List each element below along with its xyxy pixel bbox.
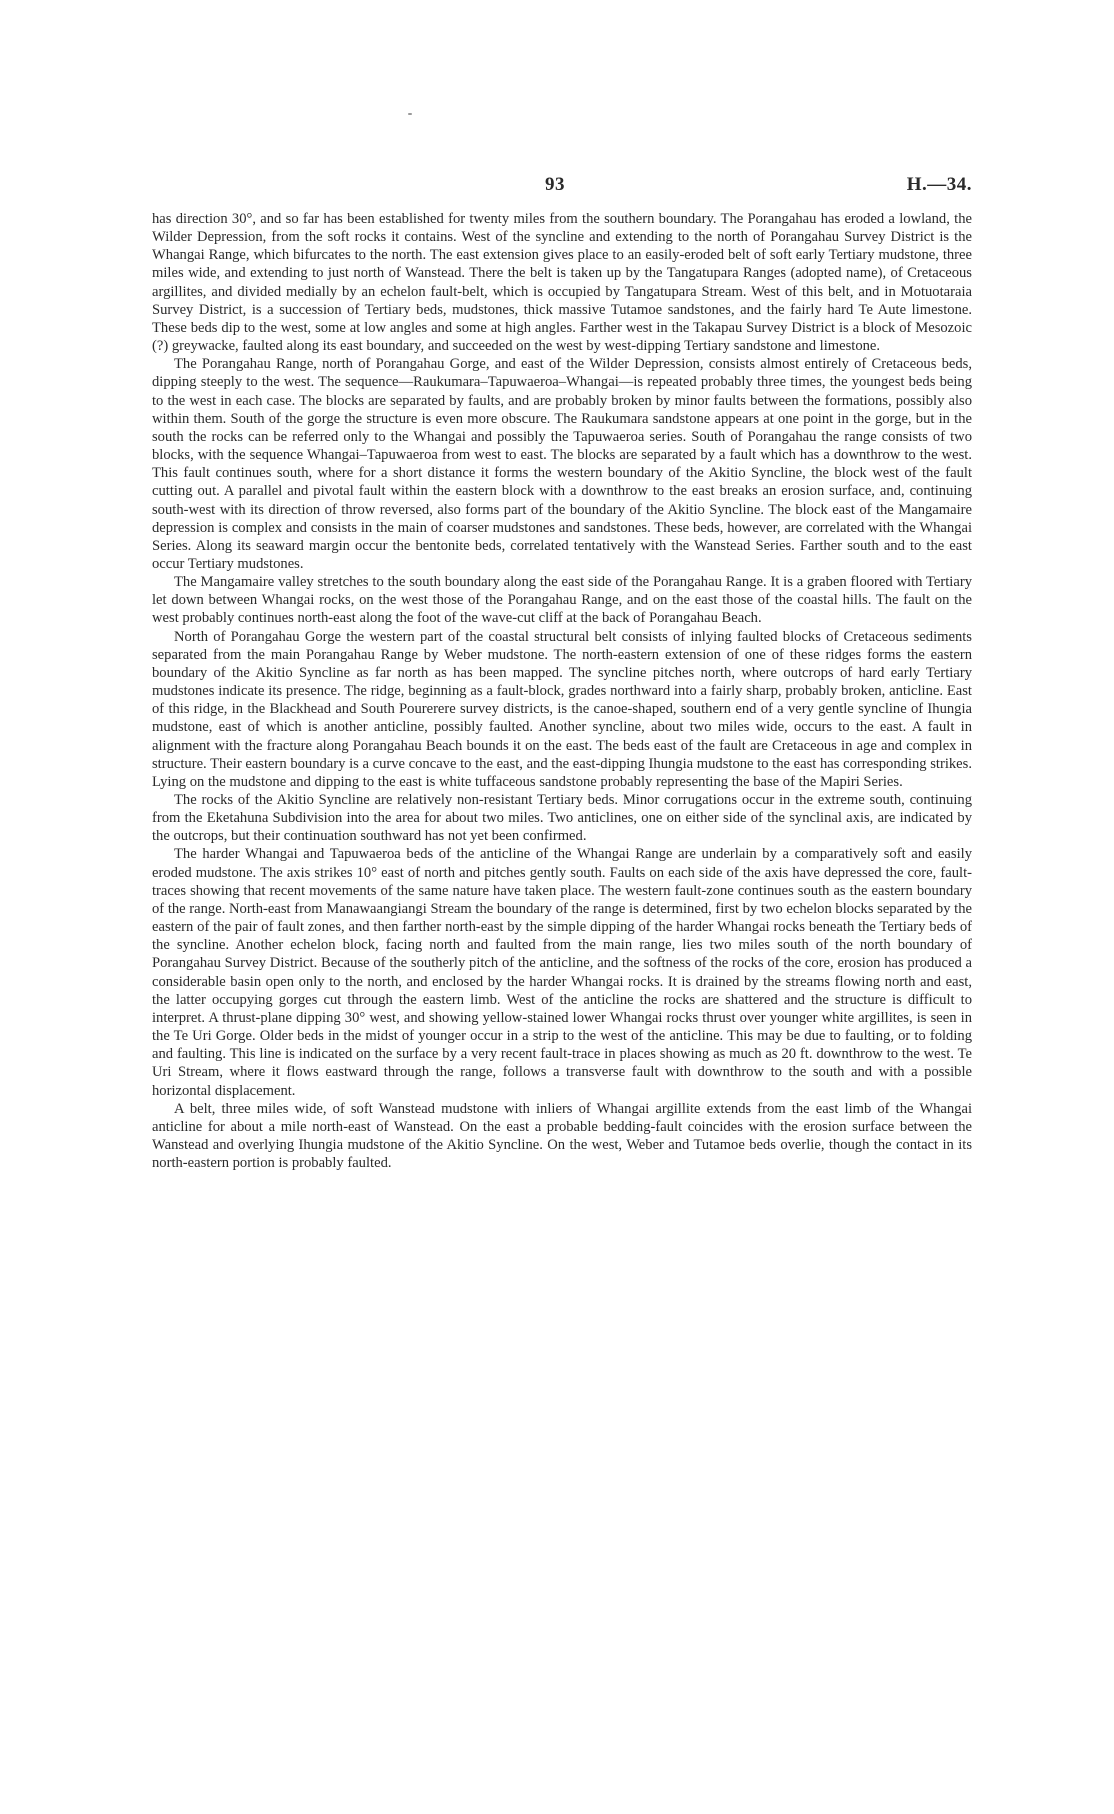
paragraph-1: has direction 30°, and so far has been established for twenty miles from the southern boundary. The Porangahau has eroded a lowland, the Wilder Depression, from the soft rocks it contains. West of the syncline and extending to the north of Porangahau Survey District is the Whangai Range, which bifurcates to the north. The east extension gives place to an easily-eroded belt of soft early Tertiary mudstone, three miles wide, and extending to just north of Wanstead. There the belt is taken up by the Tangatupara Ranges (adopted name), of Cretaceous argillites, and divided medially by an echelon fault-belt, which is occupied by Tangatupara Stream. West of this belt, and in Motuotaraia Survey District, is a succession of Tertiary beds, mudstones, thick massive Tutamoe sandstones, and the fairly hard Te Aute limestone. These beds dip to the west, some at low angles and some at high angles. Farther west in the Takapau Survey District is a block of Mesozoic (?) greywacke, faulted along its east boundary, and succeeded on the west by west-dipping Tertiary sandstone and limestone. [152, 211, 972, 355]
document-reference: H.—34. [906, 174, 972, 195]
paragraph-5: The rocks of the Akitio Syncline are relatively non-resistant Tertiary beds. Minor corrugations occur in the extreme south, continuing from the Eketahuna Subdivision into the area for about two miles. Two anticlines, one on either side of the synclinal axis, are indicated by the outcrops, but their continuation southward has not yet been confirmed. [152, 792, 972, 845]
page-header [152, 174, 972, 198]
paragraph-6: The harder Whangai and Tapuwaeroa beds of the anticline of the Whangai Range are underlain by a comparatively soft and easily eroded mudstone. The axis strikes 10° east of north and pitches gently south. Faults on each side of the axis have depressed the core, fault-traces showing that recent movements of the same nature have taken place. The western fault-zone continues south as the eastern boundary of the range. North-east from Manawaangiangi Stream the boundary of the range is determined, first by two echelon blocks separated by the eastern of the pair of fault zones, and then farther north-east by the simple dipping of the harder Whangai rocks beneath the Tertiary beds of the syncline. Another echelon block, facing north and faulted from the main range, lies two miles south of the north boundary of Porangahau Survey District. Because of the southerly pitch of the anticline, and the softness of the rocks of the core, erosion has produced a considerable basin open only to the north, and enclosed by the harder Whangai rocks. It is drained by the streams flowing north and east, the latter occupying gorges cut through the eastern limb. West of the anticline the rocks are shattered and the structure is difficult to interpret. A thrust-plane dipping 30° west, and showing yellow-stained lower Whangai rocks thrust over younger white argillites, is seen in the Te Uri Gorge. Older beds in the midst of younger occur in a strip to the west of the anticline. This may be due to faulting, or to folding and faulting. This line is indicated on the surface by a very recent fault-trace in places showing as much as 20 ft. downthrow to the west. Te Uri Stream, where it flows eastward through the range, follows a transverse fault with downthrow to the south and with a possible horizontal displacement. [152, 846, 972, 1099]
body-text [152, 210, 972, 1172]
paragraph-2: The Porangahau Range, north of Porangahau Gorge, and east of the Wilder Depression, consists almost entirely of Cretaceous beds, dipping steeply to the west. The sequence—Raukumara–Tapuwaeroa–Whangai—is repeated probably three times, the youngest beds being to the west in each case. The blocks are separated by faults, and are probably broken by minor faults between the formations, possibly also within them. South of the gorge the structure is even more obscure. The Raukumara sandstone appears at one point in the gorge, but in the south the rocks can be referred only to the Whangai and possibly the Tapuwaeroa series. South of Porangahau the range consists of two blocks, with the sequence Whangai–Tapuwaeroa from west to east. The blocks are separated by a fault which has a downthrow to the west. This fault continues south, where for a short distance it forms the western boundary of the Akitio Syncline, the block west of the fault cutting out. A parallel and pivotal fault within the eastern block with a downthrow to the east breaks an erosion surface, and, continuing south-west with its direction of throw reversed, also forms part of the boundary of the Akitio Syncline. The block east of the Mangamaire depression is complex and consists in the main of coarser mudstones and sandstones. These beds, however, are correlated with the Whangai Series. Along its seaward margin occur the bentonite beds, correlated tentatively with the Wanstead Series. Farther south and to the east occur Tertiary mudstones. [152, 356, 972, 572]
scan-speck [408, 113, 412, 115]
paragraph-3: The Mangamaire valley stretches to the south boundary along the east side of the Porangahau Range. It is a graben floored with Tertiary let down between Whangai rocks, on the west those of the Porangahau Range, and on the east those of the coastal hills. The fault on the west probably continues north-east along the foot of the wave-cut cliff at the back of Porangahau Beach. [152, 574, 972, 627]
page-number: 93 [545, 174, 565, 195]
paragraph-4: North of Porangahau Gorge the western part of the coastal structural belt consists of inlying faulted blocks of Cretaceous sediments separated from the main Porangahau Range by Weber mudstone. The north-eastern extension of one of these ridges forms the eastern boundary of the Akitio Syncline as far north as has been mapped. The syncline pitches north, where outcrops of hard early Tertiary mudstones indicate its presence. The ridge, beginning as a fault-block, grades northward into a fairly sharp, probably broken, anticline. East of this ridge, in the Blackhead and South Pourerere survey districts, is the canoe-shaped, southern end of a very gentle syncline of Ihungia mudstone, east of which is another anticline, possibly faulted. Another syncline, about two miles wide, occurs to the east. A fault in alignment with the fracture along Porangahau Beach bounds it on the east. The beds east of the fault are Cretaceous in age and complex in structure. Their eastern boundary is a curve concave to the east, and the east-dipping Ihungia mudstone to the east has corresponding strikes. Lying on the mudstone and dipping to the east is white tuffaceous sandstone probably representing the base of the Mapiri Series. [152, 628, 972, 790]
paragraph-7: A belt, three miles wide, of soft Wanstead mudstone with inliers of Whangai argillite extends from the east limb of the Whangai anticline for about a mile north-east of Wanstead. On the east a probable bedding-fault coincides with the erosion surface between the Wanstead and overlying Ihungia mudstone of the Akitio Syncline. On the west, Weber and Tutamoe beds overlie, though the contact in its north-eastern portion is probably faulted. [152, 1100, 972, 1172]
